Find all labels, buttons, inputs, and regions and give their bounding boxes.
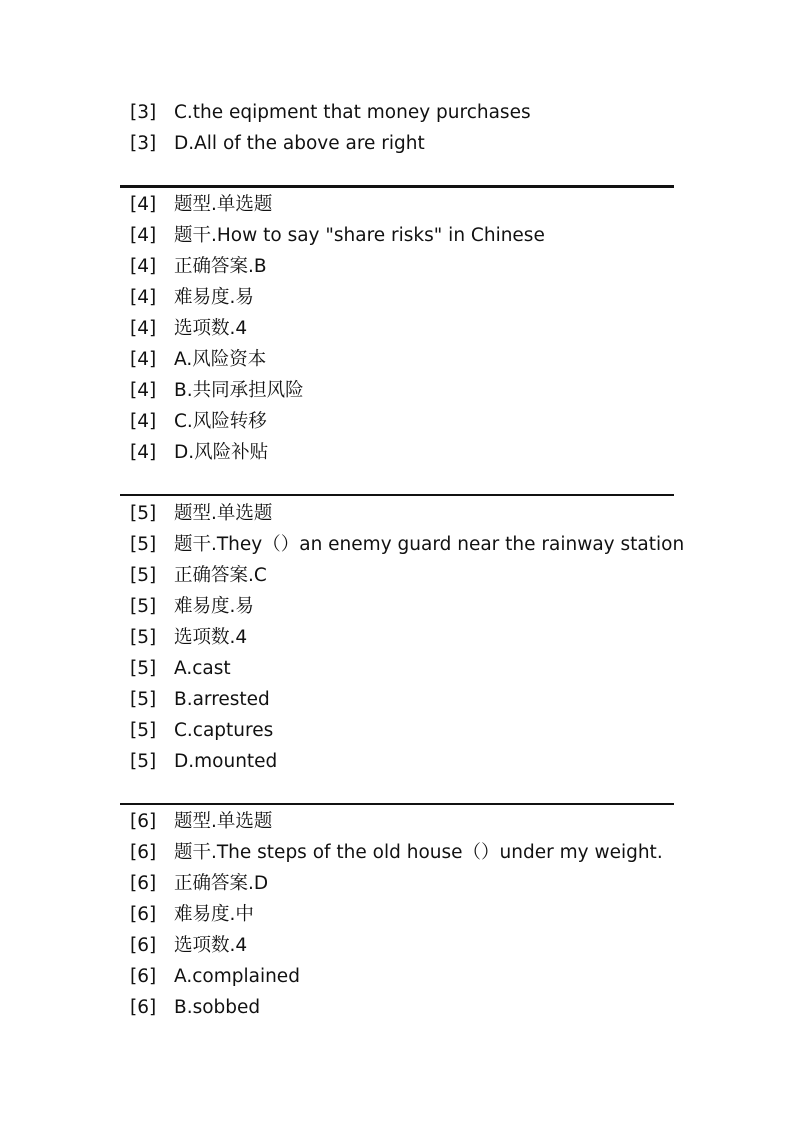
section-divider bbox=[120, 803, 674, 805]
question-line bbox=[120, 560, 674, 591]
question-line bbox=[120, 97, 674, 128]
question-6 bbox=[120, 806, 674, 1023]
question-line bbox=[120, 282, 674, 313]
question-5 bbox=[120, 498, 685, 777]
question-line bbox=[120, 529, 685, 560]
question-line bbox=[120, 498, 674, 529]
question-number: [5] bbox=[130, 503, 157, 524]
question-number: [4] bbox=[130, 442, 157, 463]
question-line bbox=[120, 437, 674, 468]
question-line bbox=[120, 375, 674, 406]
question-type: 题型.单选题 bbox=[174, 503, 273, 524]
question-number: [4] bbox=[130, 318, 157, 339]
option-d: D.mounted bbox=[174, 751, 278, 772]
question-number: [3] bbox=[130, 102, 157, 123]
question-number: [3] bbox=[130, 133, 157, 154]
question-number: [6] bbox=[130, 811, 157, 832]
question-number: [4] bbox=[130, 287, 157, 308]
question-number: [5] bbox=[130, 720, 157, 741]
question-number: [6] bbox=[130, 873, 157, 894]
question-number: [6] bbox=[130, 842, 157, 863]
question-line bbox=[120, 837, 674, 868]
option-count: 选项数.4 bbox=[174, 318, 248, 339]
correct-answer: 正确答案.D bbox=[174, 873, 269, 894]
question-line bbox=[120, 251, 674, 282]
correct-answer: 正确答案.C bbox=[174, 565, 267, 586]
question-line bbox=[120, 684, 674, 715]
question-text: D.All of the above are right bbox=[174, 133, 425, 154]
question-line bbox=[120, 189, 674, 220]
question-type: 题型.单选题 bbox=[174, 811, 273, 832]
question-line bbox=[120, 622, 674, 653]
option-c: C.风险转移 bbox=[174, 411, 267, 432]
option-b: B.共同承担风险 bbox=[174, 380, 304, 401]
question-line bbox=[120, 806, 674, 837]
question-line bbox=[120, 715, 674, 746]
difficulty: 难易度.易 bbox=[174, 287, 254, 308]
option-d: D.风险补贴 bbox=[174, 442, 269, 463]
question-number: [5] bbox=[130, 565, 157, 586]
question-type: 题型.单选题 bbox=[174, 194, 273, 215]
question-line bbox=[120, 899, 674, 930]
question-line bbox=[120, 220, 674, 251]
question-line bbox=[120, 406, 674, 437]
option-count: 选项数.4 bbox=[174, 627, 248, 648]
question-number: [4] bbox=[130, 411, 157, 432]
question-text: C.the eqipment that money purchases bbox=[174, 102, 531, 123]
question-number: [4] bbox=[130, 194, 157, 215]
question-line bbox=[120, 591, 674, 622]
question-line bbox=[120, 961, 674, 992]
question-4 bbox=[120, 189, 674, 468]
question-number: [5] bbox=[130, 658, 157, 679]
question-line bbox=[120, 653, 674, 684]
question-number: [4] bbox=[130, 380, 157, 401]
question-line bbox=[120, 746, 674, 777]
correct-answer: 正确答案.B bbox=[174, 256, 267, 277]
question-number: [4] bbox=[130, 225, 157, 246]
section-divider bbox=[120, 185, 674, 188]
question-number: [6] bbox=[130, 966, 157, 987]
difficulty: 难易度.易 bbox=[174, 596, 254, 617]
question-number: [6] bbox=[130, 997, 157, 1018]
question-stem: 题干.They（）an enemy guard near the rainway station bbox=[174, 534, 685, 555]
question-line bbox=[120, 992, 674, 1023]
question-line bbox=[120, 930, 674, 961]
question-number: [5] bbox=[130, 534, 157, 555]
section-divider bbox=[120, 494, 674, 496]
option-a: A.complained bbox=[174, 966, 300, 987]
question-number: [5] bbox=[130, 689, 157, 710]
question-number: [5] bbox=[130, 627, 157, 648]
question-number: [5] bbox=[130, 751, 157, 772]
question-number: [4] bbox=[130, 349, 157, 370]
option-a: A.风险资本 bbox=[174, 349, 267, 370]
question-line bbox=[120, 313, 674, 344]
question-line bbox=[120, 128, 674, 159]
question-3-tail bbox=[120, 97, 674, 159]
question-stem: 题干.How to say "share risks" in Chinese bbox=[174, 225, 545, 246]
question-line bbox=[120, 344, 674, 375]
question-number: [5] bbox=[130, 596, 157, 617]
question-number: [6] bbox=[130, 904, 157, 925]
option-b: B.sobbed bbox=[174, 997, 261, 1018]
question-number: [6] bbox=[130, 935, 157, 956]
question-stem: 题干.The steps of the old house（）under my weight. bbox=[174, 842, 663, 863]
question-line bbox=[120, 868, 674, 899]
option-c: C.captures bbox=[174, 720, 274, 741]
option-a: A.cast bbox=[174, 658, 231, 679]
difficulty: 难易度.中 bbox=[174, 904, 254, 925]
option-count: 选项数.4 bbox=[174, 935, 248, 956]
question-number: [4] bbox=[130, 256, 157, 277]
option-b: B.arrested bbox=[174, 689, 270, 710]
